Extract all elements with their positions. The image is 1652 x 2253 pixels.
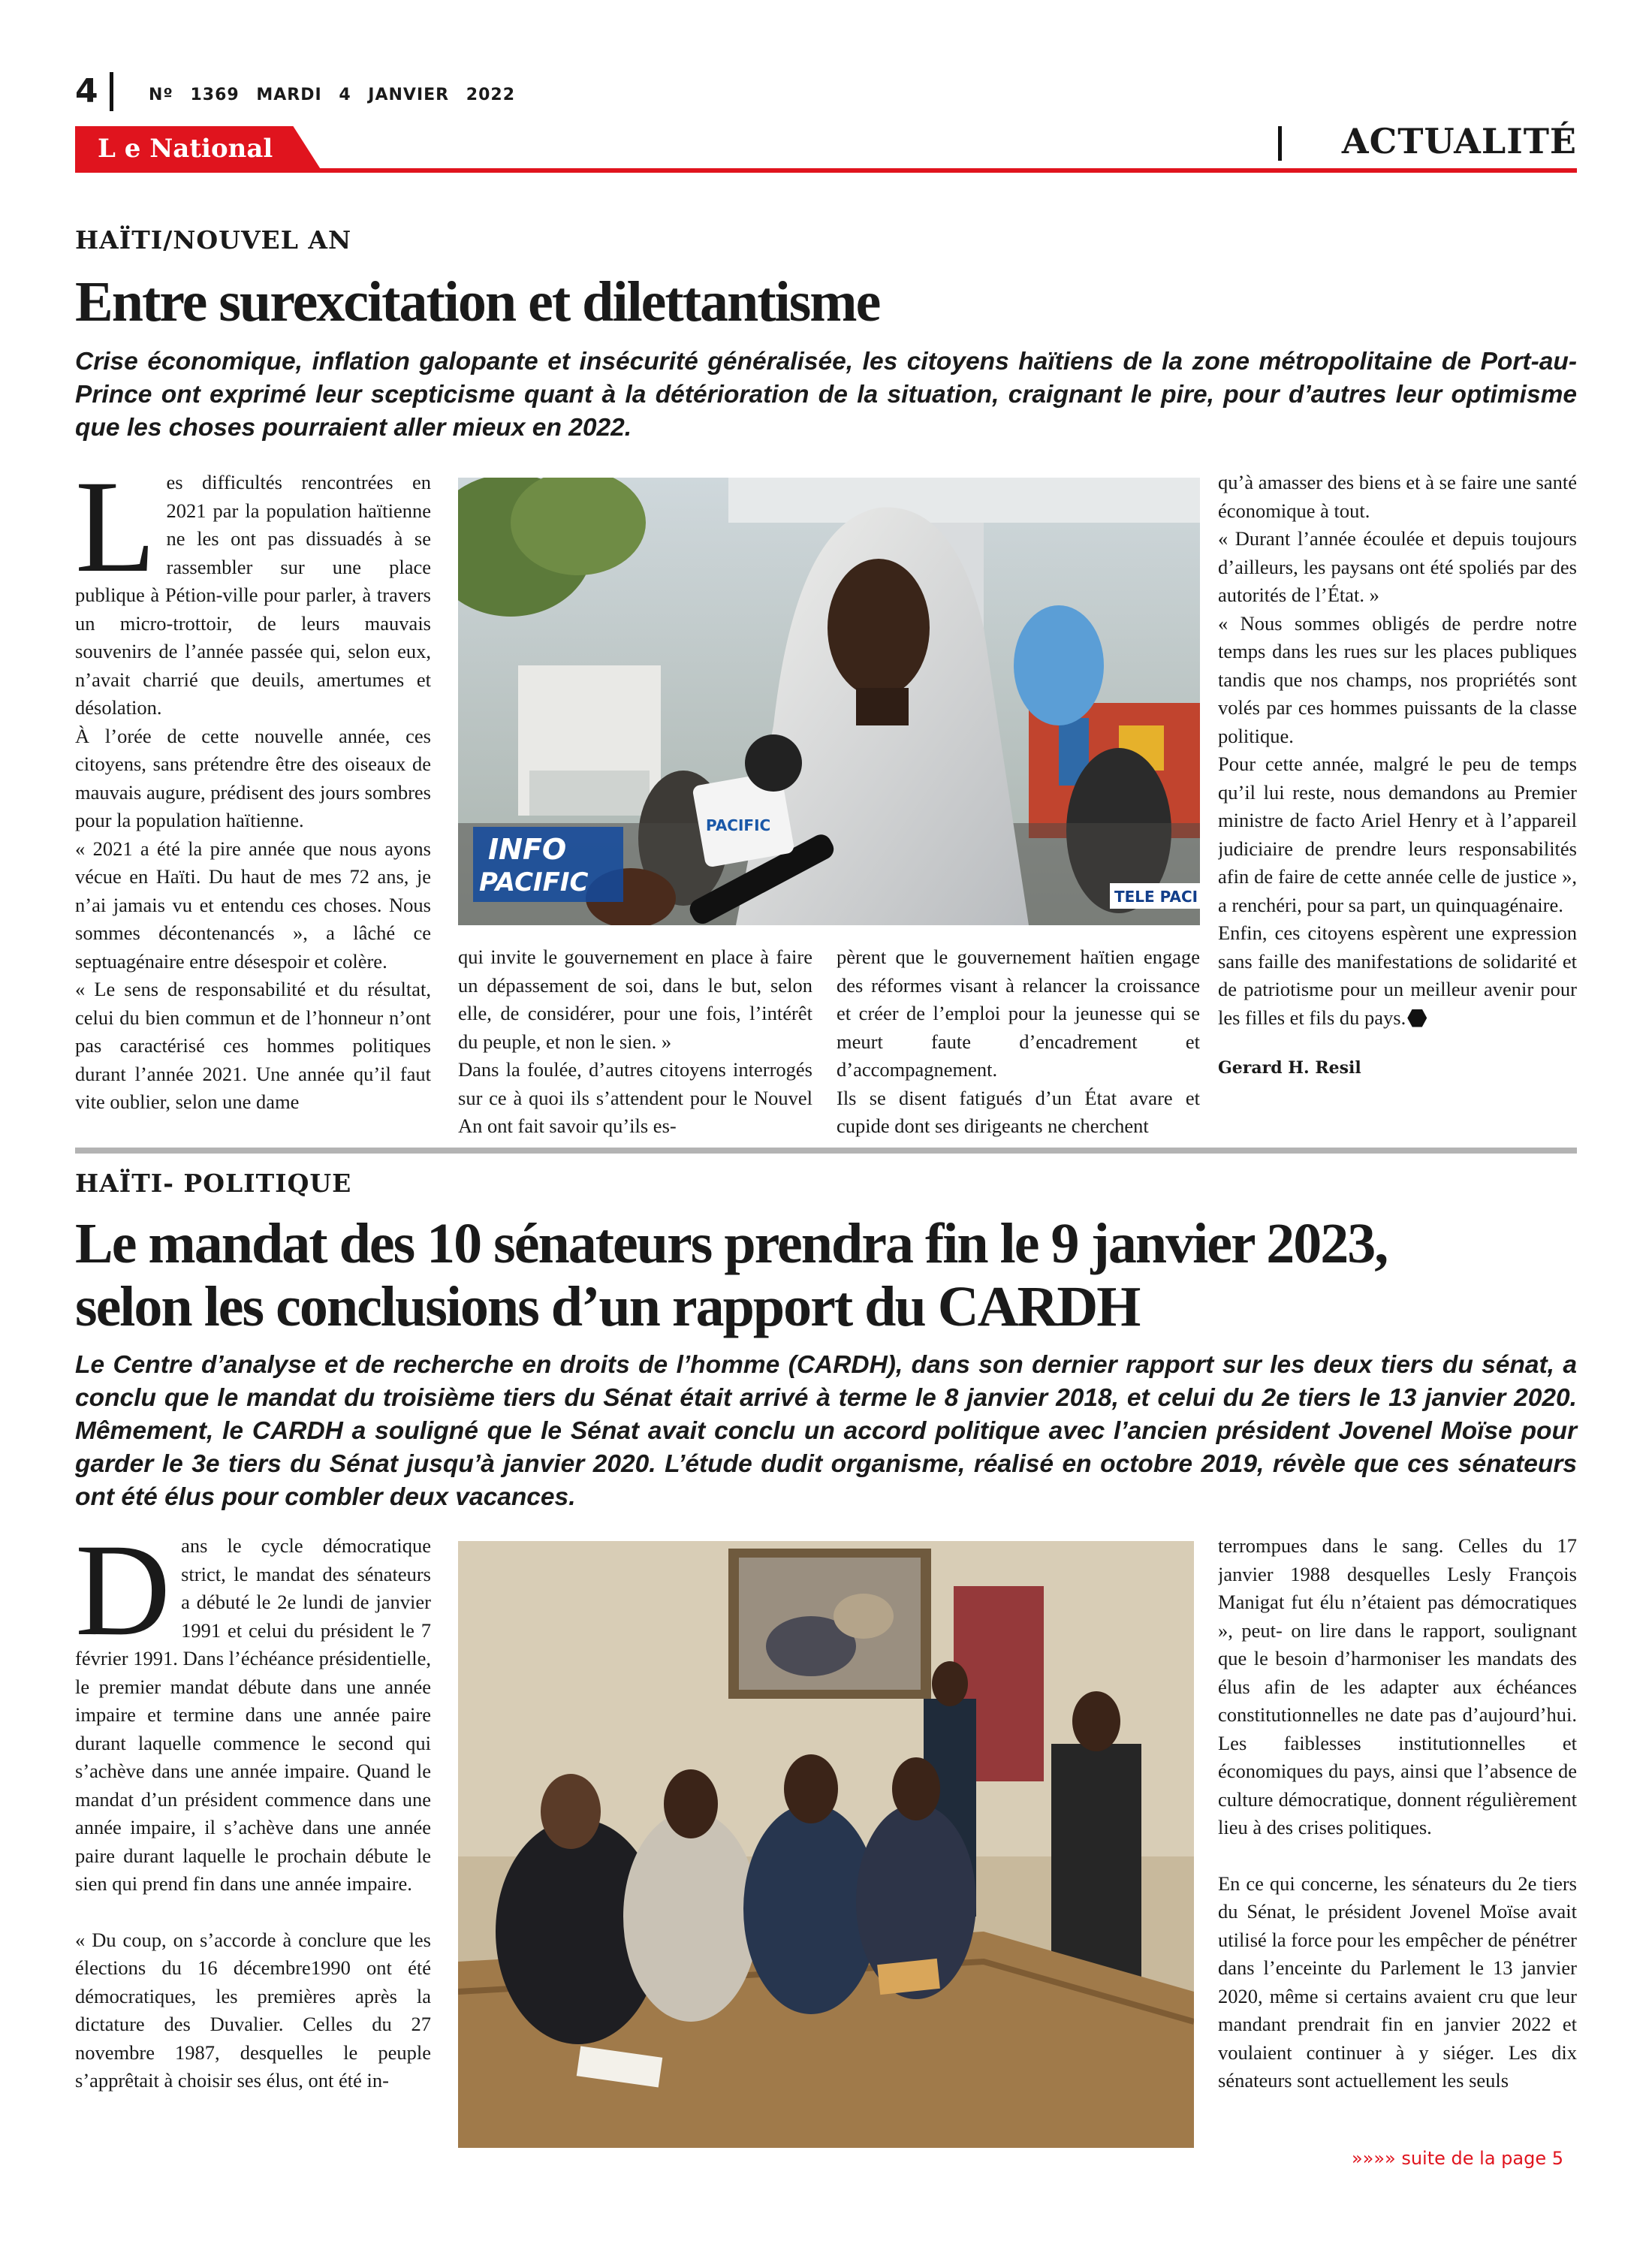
article-divider <box>75 1148 1577 1154</box>
article1-column-2 <box>458 943 812 1145</box>
paragraph: « Du coup, on s’accorde à conclure que les élections du 16 décembre1990 ont été démocratiques, les premières après la dictature des Duvalier. Celles du 27 novembre 1987, desquelles le peuple s’apprêtait à choisir ses élus, ont été in- <box>75 1928 431 2092</box>
masthead-rule <box>75 168 1577 173</box>
article1-author: Gerard H. Resil <box>1218 1058 1361 1078</box>
continued-on-page[interactable]: »»»» suite de la page 5 <box>1351 2148 1563 2169</box>
article1-column-4 <box>1218 469 1577 1137</box>
section-label: ACTUALITÉ <box>1341 121 1577 161</box>
info-logo-line2: PACIFIC <box>479 867 589 897</box>
closing-text: Enfin, ces citoyens espèrent une expression sans faille des manifestations de solidarité et de patriotisme pour un meilleur avenir pour les filles et fils du pays. <box>1218 921 1577 1029</box>
paragraph: « Durant l’année écoulée et depuis toujours d’ailleurs, les paysans ont été spoliés par des autorités de l’État. » <box>1218 527 1577 606</box>
paragraph: En ce qui concerne, les sénateurs du 2e tiers du Sénat, le président Jovenel Moïse avait utilisé la force pour les empêcher de pénétrer dans l’enceinte du Parlement le 13 janvier 2020, même si certains avaient cru que leur mandant prendrait fin en janvier 2022 et voulaient continuer à y siéger. Les dix sénateurs sont actuellement les seuls <box>1218 1871 1577 2092</box>
article2-headline-line2: selon les conclusions d’un rapport du CARDH <box>75 1275 1140 1338</box>
paragraph: pèrent que le gouvernement haïtien engage des réformes visant à relancer la croissance et créer de l’emploi pour la jeunesse qui se meurt faute d’encadrement et d’accompagnement. <box>837 946 1200 1081</box>
page-number: 4 <box>75 72 98 110</box>
article2-kicker: HAÏTI- POLITIQUE <box>75 1169 352 1198</box>
mic-flag-label: PACIFIC <box>706 816 771 834</box>
paragraph <box>1218 919 1577 1032</box>
meeting-photo-illustration <box>458 1541 1194 2148</box>
paragraph: « 2021 a été la pire année que nous ayons vécue en Haïti. Du haut de mes 72 ans, je n’ai jamais vu et entendu ces choses. Nous sommes décontenancés », a lâché ce septuagénaire entre désespoir et colère. <box>75 837 431 973</box>
article2-column-2 <box>1218 1532 1577 2148</box>
end-mark-icon <box>1407 1009 1427 1027</box>
paragraph: Pour cette année, malgré le peu de temps qu’il lui reste, nous demandons au Premier ministre de facto Ariel Henry et à l’appareil judiciaire de prendre leurs responsabilités afin de faire de cette année celle de justice », a renchéri, pour sa part, un quinquagénaire. <box>1218 753 1577 916</box>
paragraph: Ils se disent fatigués d’un État avare et cupide dont ses dirigeants ne cherchent <box>837 1086 1200 1137</box>
article1-dropcap: L <box>75 469 156 600</box>
paragraph: qui invite le gouvernement en place à faire un dépassement de soi, dans le but, selon elle, de considérer, pour une fois, l’intérêt du peuple, et non le sien. » <box>458 946 812 1053</box>
tele-logo: TELE PACI <box>1114 888 1198 906</box>
section-divider <box>1278 126 1282 161</box>
article1-kicker: HAÏTI/NOUVEL AN <box>75 225 352 255</box>
interview-photo-illustration <box>458 478 1200 925</box>
paragraph: Dans la foulée, d’autres citoyens interrogés sur ce à quoi ils s’attendent pour le Nouvel An ont fait savoir qu’ils es- <box>458 1058 812 1137</box>
issue-date: Nº 1369 MARDI 4 JANVIER 2022 <box>149 86 515 104</box>
article1-column-1 <box>75 469 431 1137</box>
paragraph: terrompues dans le sang. Celles du 17 janvier 1988 desquelles Lesly François Manigat fut élu n’étaient pas démocratiques », peut- on lire dans le rapport, soulignant que le besoin d’harmoniser les mandats des élus afin de les adapter aux échéances constitutionnelles ne date pas d’aujourd’hui. Les faiblesses institutionnelles et économiques du pays, ainsi que l’absence de culture démocratique, donnent régulièrement lieu à des crises politiques. <box>1218 1534 1577 1838</box>
paragraph: « Le sens de responsabilité et du résultat, celui du bien commun et de l’honneur n’ont pas caractérisé ces hommes politiques durant l’année 2021. Une année qu’il faut vite oublier, selon une dame <box>75 978 431 1113</box>
paragraph: À l’orée de cette nouvelle année, ces citoyens, sans prétendre être des oiseaux de mauvais augure, prédisent des jours sombres pour la population haïtienne. <box>75 724 431 831</box>
article2-lede: Le Centre d’analyse et de recherche en droits de l’homme (CARDH), dans son dernier rapport sur les deux tiers du sénat, a conclu que le mandat du troisième tiers du Sénat était arrivé à terme le 8 janvier 2018, et celui du 2e tiers le 13 janvier 2020. Mêmement, le CARDH a souligné que le Sénat avait conclu un accord politique avec l’ancien président Jovenel Moïse pour garder le 3e tiers du Sénat jusqu’à janvier 2020. L’étude dudit organisme, réalisé en octobre 2019, révèle que ces sénateurs ont été élus pour combler deux vacances. <box>75 1351 1577 1511</box>
article1-lede: Crise économique, inflation galopante et insécurité généralisée, les citoyens haïtiens de la zone métropolitaine de Port-au-Prince ont exprimé leur scepticisme quant à la détérioration de la situation, craignant le pire, pour d’autres leur optimisme que les choses pourraient aller mieux en 2022. <box>75 348 1577 442</box>
paragraph: es difficultés rencontrées en 2021 par la population haïtienne ne les ont pas dissuadés à se rassembler sur une place publique à Pétion-ville pour parler, à travers un micro-trottoir, de leurs mauvais souvenirs de l’année passée qui, selon eux, n’avait charrié que deuils, amertumes et désolation. <box>75 471 431 719</box>
paragraph: « Nous sommes obligés de perdre notre temps dans les rues sur les places publiques tandis que nos champs, nos propriétés sont volés par ces hommes puissants de la classe politique. <box>1218 611 1577 747</box>
article2-headline-line1: Le mandat des 10 sénateurs prendra fin le 9 janvier 2023, <box>75 1212 1388 1275</box>
article1-photo <box>458 478 1200 925</box>
info-logo-line1: INFO <box>488 833 567 866</box>
paragraph: qu’à amasser des biens et à se faire une santé économique à tout. <box>1218 471 1577 522</box>
article1-column-3 <box>837 943 1200 1145</box>
article1-headline: Entre surexcitation et dilettantisme <box>75 270 880 333</box>
page-number-divider <box>110 72 113 111</box>
paragraph: ans le cycle démocratique strict, le mandat des sénateurs a débuté le 2e lundi de janvier 1991 et celui du président le 7 février 1991. Dans l’échéance présidentielle, le premier mandat débute dans une année impaire et termine dans une année paire durant laquelle commence le second qui s’achève dans une année impaire. Quand le mandat d’un président commence dans une année impaire, il s’achève dans une année paire durant laquelle le prochain débute le sien qui prend fin dans une année impaire. <box>75 1534 431 1895</box>
brand-logo-text: L e National <box>98 134 273 164</box>
article2-column-1 <box>75 1532 431 2148</box>
article2-dropcap: D <box>75 1532 171 1663</box>
article2-photo <box>458 1541 1194 2148</box>
